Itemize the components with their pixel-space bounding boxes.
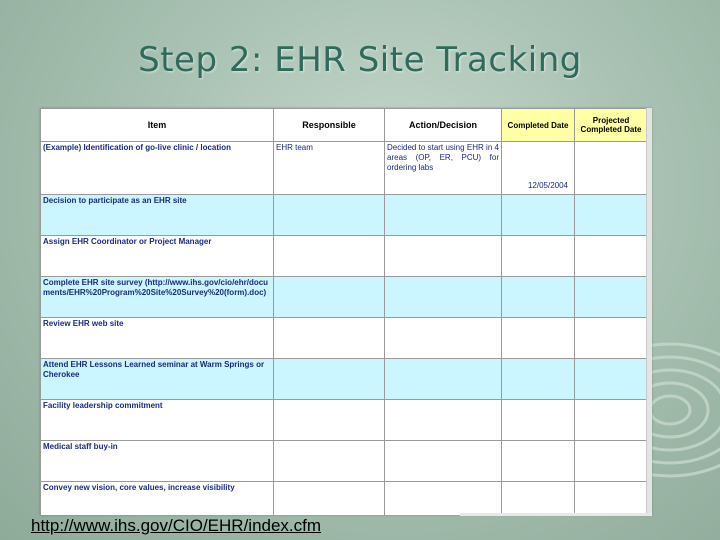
row-item-label: Review EHR web site [43,319,124,328]
header-action: Action/Decision [385,109,502,142]
horizontal-scrollbar[interactable] [460,513,652,516]
table-row [41,277,648,318]
table-row-example [41,142,648,195]
table-row [41,482,648,516]
row-item-label: Complete EHR site survey (http://www.ihs.gov/cio/ehr/documents/EHR%20Program%20Site%20Survey%20(form).doc) [43,278,269,297]
table-row [41,318,648,359]
table-row [41,359,648,400]
tracking-table [40,108,648,515]
row-item-label: Convey new vision, core values, increase visibility [43,483,235,492]
table-row [41,400,648,441]
row-item-label: Assign EHR Coordinator or Project Manager [43,237,212,246]
row-item-label: Facility leadership commitment [43,401,163,410]
table-row [41,195,648,236]
spreadsheet [40,108,652,515]
row-item-label: Medical staff buy-in [43,442,118,451]
slide-title: Step 2: EHR Site Tracking [138,40,582,80]
row-item-label: Attend EHR Lessons Learned seminar at Warm Springs or Cherokee [43,360,265,379]
row-item-label: Decision to participate as an EHR site [43,196,187,205]
table-row [41,236,648,277]
header-responsible: Responsible [274,109,385,142]
header-completed-date: Completed Date [502,109,575,142]
header-item: Item [41,109,274,142]
header-row [41,109,648,142]
example-item: (Example) Identification of go-live clinic / location [43,143,232,152]
header-projected-date: Projected Completed Date [575,109,648,142]
vertical-scrollbar[interactable] [646,108,652,515]
table-row [41,441,648,482]
ehr-link[interactable]: http://www.ihs.gov/CIO/EHR/index.cfm [31,516,322,535]
example-action: Decided to start using EHR in 4 areas (OP, ER, PCU) for ordering labs [387,143,499,172]
example-completed-date: 12/05/2004 [527,181,568,190]
example-responsible: EHR team [276,143,313,152]
